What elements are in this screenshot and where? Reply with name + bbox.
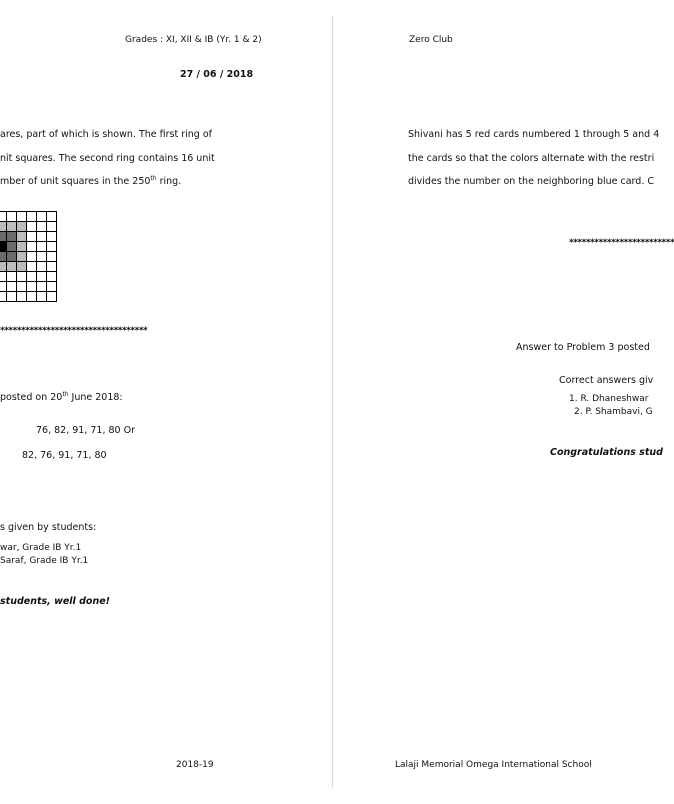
student-2: 2. P. Shambavi, G [574, 407, 653, 417]
problem-text-line-3: divides the number on the neighboring blue card. C [408, 176, 655, 187]
answer-line-2: 82, 76, 91, 71, 80 [22, 450, 107, 461]
separator-stars: *********************************** [0, 326, 148, 336]
student-1: war, Grade IB Yr.1 [0, 543, 82, 553]
date: 27 / 06 / 2018 [180, 69, 254, 80]
grades-header: Grades : XI, XII & IB (Yr. 1 & 2) [125, 35, 262, 45]
student-1: 1. R. Dhaneshwar [569, 394, 649, 404]
problem-text-line-2: nit squares. The second ring contains 16 unit [0, 153, 215, 164]
congratulations: students, well done! [0, 596, 110, 607]
page-divider [332, 16, 333, 788]
answer-posted-line: Answer to Problem 3 posted [516, 342, 650, 353]
answer-line-1: 76, 82, 91, 71, 80 Or [36, 425, 136, 436]
problem-text-line-1: ares, part of which is shown. The first ring of [0, 129, 212, 140]
footer-school: Lalaji Memorial Omega International School [395, 760, 592, 770]
student-2: Saraf, Grade IB Yr.1 [0, 556, 89, 566]
correct-answers-line: Correct answers giv [559, 375, 654, 386]
club-header: Zero Club [409, 35, 453, 45]
posted-answer-line: posted on 20th June 2018: [0, 390, 123, 403]
ring-squares-figure [0, 211, 57, 302]
congratulations: Congratulations stud [550, 447, 663, 458]
problem-text-line-2: the cards so that the colors alternate with the restri [408, 153, 655, 164]
footer-year: 2018-19 [176, 760, 214, 770]
separator-stars: ************************* [569, 238, 674, 248]
problem-text-line-1: Shivani has 5 red cards numbered 1 through 5 and 4 [408, 129, 660, 140]
problem-text-line-3: mber of unit squares in the 250th ring. [0, 174, 182, 187]
answers-given-line: s given by students: [0, 522, 97, 533]
